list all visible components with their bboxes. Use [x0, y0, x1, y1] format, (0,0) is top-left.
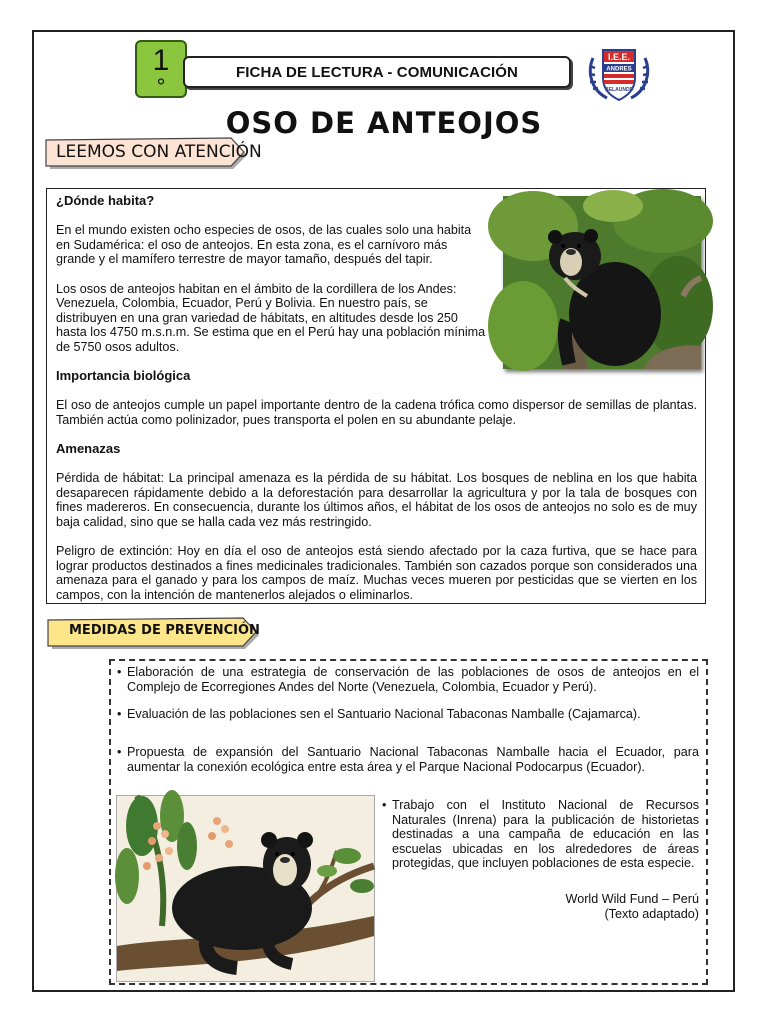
worksheet-number-suffix: ° [156, 74, 166, 99]
section-label-leemos: LEEMOS CON ATENCIÓN [56, 142, 262, 162]
worksheet-number-badge [135, 40, 187, 98]
list-item-measure-4 [382, 798, 699, 871]
measure-text-3: Propuesta de expansión del Santuario Nacional Tabaconas Namballe hacia el Ecuador, para aumentar la conexión ecológica entre esta área y el Parque Nacional Podocarpus (Ecuador). [127, 745, 699, 774]
list-item-measure-1 [117, 665, 699, 694]
bear-photo [503, 196, 701, 369]
worksheet-header-label: FICHA DE LECTURA - COMUNICACIÓN [236, 63, 518, 81]
list-item-measure-2 [117, 707, 699, 722]
bullet-icon: • [117, 665, 122, 679]
heading-importancia: Importancia biológica [56, 368, 191, 384]
paragraph-habita-1: En el mundo existen ocho especies de osos, de las cuales solo una habita en Sudamérica: el oso de anteojos. En esta zona, es el carnívoro más grande y el mamífero terrestre de mayor tamaño, después del tapir. [56, 223, 472, 267]
logo-text-middle: ANDRES [606, 66, 632, 73]
paragraph-importancia: El oso de anteojos cumple un papel importante dentro de la cadena trófica como dispersor de semillas de plantas. También actúa como polinizador, pues transporta el polen en su abundante pelaje. [56, 398, 697, 427]
bear-photo-image [503, 196, 701, 369]
source-line-1: World Wild Fund – Perú [565, 892, 699, 906]
source-credit [380, 892, 699, 921]
school-logo-icon [585, 44, 653, 104]
bullet-icon: • [117, 745, 122, 759]
worksheet-header [183, 56, 571, 88]
section-label-medidas: MEDIDAS DE PREVENCIÓN [69, 623, 260, 638]
bullet-icon: • [382, 798, 387, 812]
bullet-icon: • [117, 707, 122, 721]
measure-text-1: Elaboración de una estrategia de conservación de las poblaciones de osos de anteojos en el Complejo de Ecorregiones Andes del Norte (Venezuela, Colombia, Ecuador y Perú). [127, 665, 699, 694]
measure-text-4: Trabajo con el Instituto Nacional de Recursos Naturales (Inrena) para la publicación de historietas destinadas a una campaña de educación en las escuelas ubicadas en los alrededores de áreas protegidas, que incluyen poblaciones de esta especie. [392, 798, 699, 871]
bear-illustration-image [117, 796, 374, 981]
paragraph-amenazas-2: Peligro de extinción: Hoy en día el oso de anteojos está siendo afectado por la caza furtiva, que se hace para lograr productos destinados a fines medicinales tradicionales. También son cazados porque son considerados una amenaza para el ganado y para los campos de maíz. Muchas veces mueren por pesticidas que se vierten en los campos, con la intención de mantenerlos alejados o eliminarlos. [56, 544, 697, 603]
source-line-2: (Texto adaptado) [604, 906, 699, 921]
list-item-measure-3 [117, 745, 699, 774]
logo-text-top: I.E.E. [607, 52, 631, 62]
page-title: OSO DE ANTEOJOS [225, 106, 543, 140]
logo-text-bottom: BELAUNDE [605, 87, 633, 93]
paragraph-amenazas-1: Pérdida de hábitat: La principal amenaza es la pérdida de su hábitat. Los bosques de neblina en los que habita desaparecen rápidamente debido a la deforestación para desarrollar la agricultura y por la tala de bosques con fines madereros. En consecuencia, durante los últimos años, el hábitat de los osos de anteojos no solo es de muy baja calidad, sino que se halla cada vez más restringido. [56, 471, 697, 530]
bear-illustration [116, 795, 375, 982]
section-banner-leemos [45, 137, 262, 171]
section-banner-medidas [47, 617, 260, 650]
paragraph-habita-2: Los osos de anteojos habitan en el ámbito de la cordillera de los Andes: Venezuela, Colombia, Ecuador, Perú y Bolivia. En nuestro país, se distribuyen en una gran variedad de hábitats, en altitudes desde los 250 hasta los 4750 m.s.n.m. Se estima que en el Perú hay una población mínima de 5750 osos adultos. [56, 281, 486, 354]
worksheet-number: 1 [152, 44, 170, 77]
heading-amenazas: Amenazas [56, 441, 121, 457]
heading-donde-habita: ¿Dónde habita? [56, 193, 155, 208]
measure-text-2: Evaluación de las poblaciones sen el Santuario Nacional Tabaconas Namballe (Cajamarca). [127, 707, 641, 721]
